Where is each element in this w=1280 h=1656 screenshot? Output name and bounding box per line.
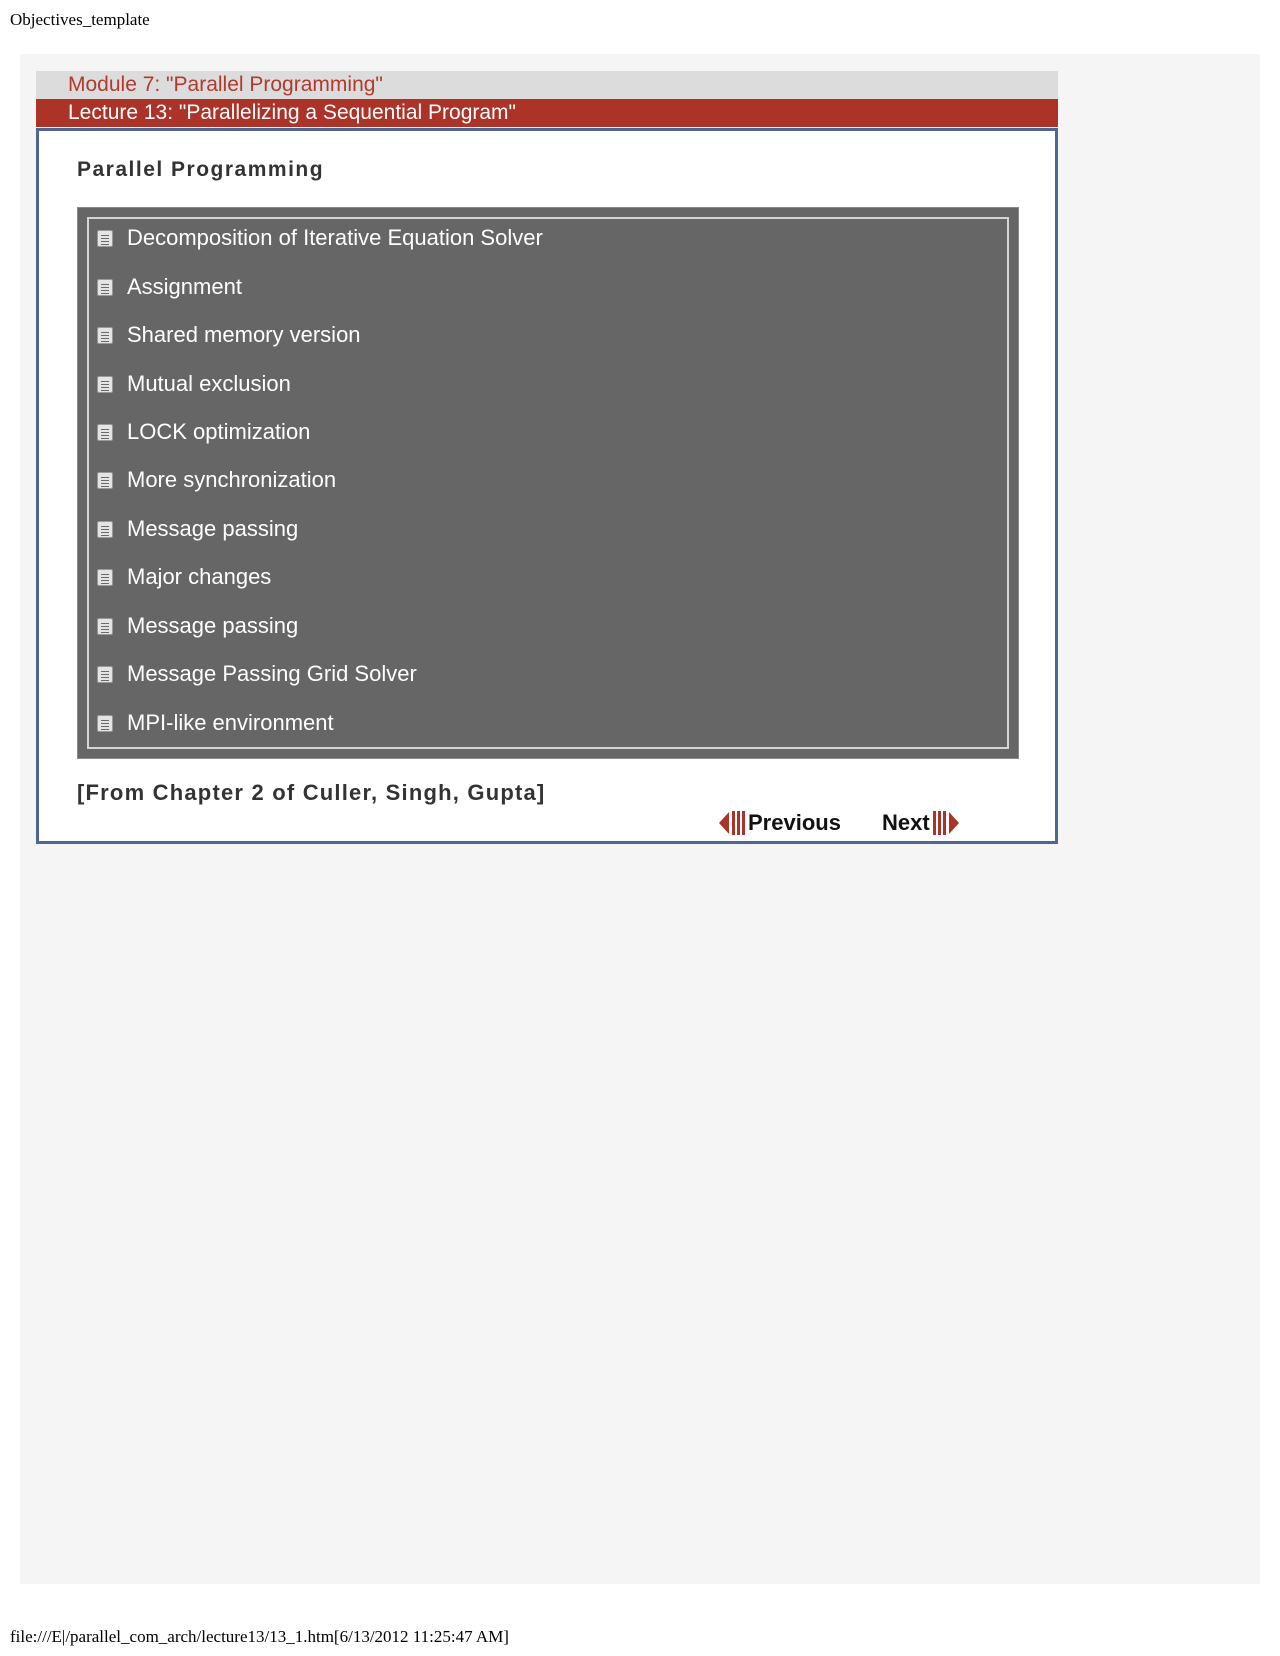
document-icon [97, 521, 113, 538]
topic-label[interactable]: Assignment [127, 274, 242, 299]
topic-label[interactable]: Message passing [127, 516, 299, 541]
arrow-left-icon [719, 812, 729, 834]
previous-button[interactable] [719, 808, 841, 838]
topic-item[interactable] [89, 514, 298, 544]
topic-item[interactable] [89, 562, 271, 592]
topic-label[interactable]: Message Passing Grid Solver [127, 661, 417, 686]
bars-icon [933, 811, 946, 835]
topic-list-box [77, 207, 1019, 759]
topic-list-inner [87, 217, 1009, 749]
topic-label[interactable]: Decomposition of Iterative Equation Solver [127, 225, 543, 250]
topic-item[interactable] [89, 465, 336, 495]
section-heading: Parallel Programming [77, 158, 325, 181]
document-icon [97, 618, 113, 635]
lecture-title: Lecture 13: "Parallelizing a Sequential Program" [36, 99, 1058, 127]
document-icon [97, 327, 113, 344]
topic-label[interactable]: Message passing [127, 613, 299, 638]
topic-item[interactable] [89, 272, 242, 302]
topic-label[interactable]: Major changes [127, 564, 272, 589]
document-icon [97, 666, 113, 683]
previous-label[interactable]: Previous [748, 810, 841, 835]
topic-item[interactable] [89, 223, 543, 253]
document-icon [97, 569, 113, 586]
footer-file-path: file:///E|/parallel_com_arch/lecture13/13_1.htm[6/13/2012 11:25:47 AM] [10, 1627, 509, 1646]
next-button[interactable] [882, 808, 959, 838]
topic-item[interactable] [89, 369, 291, 399]
module-title: Module 7: "Parallel Programming" [36, 71, 1058, 99]
topic-item[interactable] [89, 708, 334, 738]
arrow-right-icon [949, 812, 959, 834]
topic-label[interactable]: Mutual exclusion [127, 371, 291, 396]
document-icon [97, 230, 113, 247]
topic-item[interactable] [89, 611, 298, 641]
topic-item[interactable] [89, 320, 361, 350]
bars-icon [732, 811, 745, 835]
topic-item[interactable] [89, 417, 310, 447]
document-icon [97, 424, 113, 441]
document-icon [97, 715, 113, 732]
citation-text: [From Chapter 2 of Culler, Singh, Gupta] [77, 780, 546, 805]
topic-label[interactable]: MPI-like environment [127, 710, 334, 735]
topic-label[interactable]: Shared memory version [127, 322, 361, 347]
topic-label[interactable]: LOCK optimization [127, 419, 311, 444]
document-icon [97, 376, 113, 393]
next-label[interactable]: Next [882, 810, 930, 835]
topic-item[interactable] [89, 659, 417, 689]
document-title: Objectives_template [10, 10, 150, 29]
document-icon [97, 279, 113, 296]
topic-label[interactable]: More synchronization [127, 467, 337, 492]
document-icon [97, 472, 113, 489]
